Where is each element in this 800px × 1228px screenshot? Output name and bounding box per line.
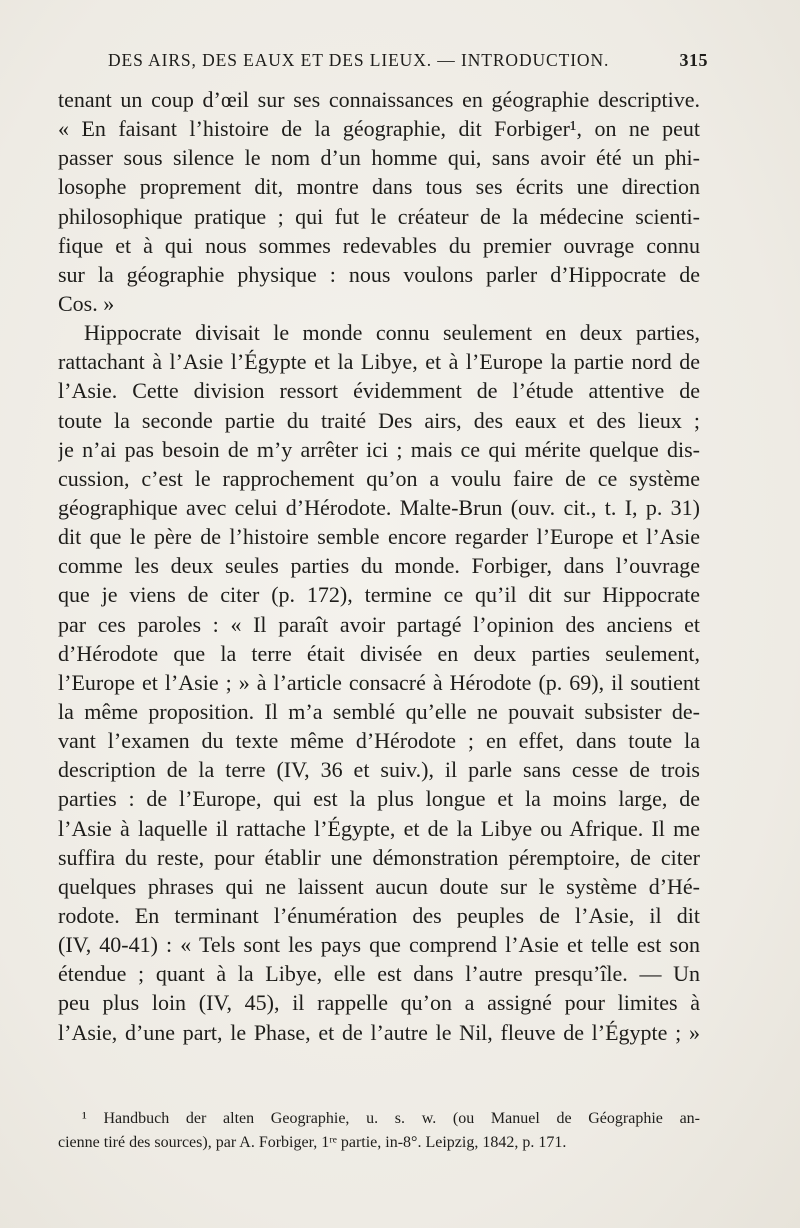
footnote bbox=[58, 1107, 700, 1155]
text-line: cussion, c’est le rapprochement qu’on a voulu faire de ce système bbox=[58, 465, 700, 491]
text-line: l’Asie à laquelle il rattache l’Égypte, et de la Libye ou Afrique. Il me bbox=[58, 815, 700, 841]
body-text bbox=[58, 85, 700, 1047]
text-line: que je viens de citer (p. 172), termine ce qu’il dit sur Hippocrate bbox=[58, 582, 700, 608]
text-line: quelques phrases qui ne laissent aucun doute sur le système d’Hé- bbox=[58, 873, 700, 899]
text-line: géographique avec celui d’Hérodote. Malte-Brun (ouv. cit., t. I, p. 31) bbox=[58, 494, 700, 520]
running-head bbox=[108, 50, 708, 78]
running-title: DES AIRS, DES EAUX ET DES LIEUX. — INTRODUCTION. bbox=[108, 50, 610, 70]
text-line: je n’ai pas besoin de m’y arrêter ici ; mais ce qui mérite quelque dis- bbox=[58, 436, 700, 462]
page-number: 315 bbox=[679, 50, 708, 70]
text-line: (IV, 40-41) : « Tels sont les pays que comprend l’Asie et telle est son bbox=[58, 932, 700, 958]
text-line: philosophique pratique ; qui fut le créateur de la médecine scienti- bbox=[58, 203, 700, 229]
text-line: comme les deux seules parties du monde. Forbiger, dans l’ouvrage bbox=[58, 553, 700, 579]
text-line: tenant un coup d’œil sur ses connaissances en géographie descriptive. bbox=[58, 87, 700, 112]
text-line: toute la seconde partie du traité Des airs, des eaux et des lieux ; bbox=[58, 407, 700, 433]
text-line: losophe proprement dit, montre dans tous ses écrits une direction bbox=[58, 174, 700, 200]
text-line: fique et à qui nous sommes redevables du premier ouvrage connu bbox=[58, 232, 700, 258]
text-line: « En faisant l’histoire de la géographie, dit Forbiger¹, on ne peut bbox=[58, 116, 700, 142]
text-line: la même proposition. Il m’a semblé qu’elle ne pouvait subsister de- bbox=[58, 698, 700, 724]
text-line: peu plus loin (IV, 45), il rappelle qu’on a assigné pour limites à bbox=[58, 990, 700, 1016]
text-line: passer sous silence le nom d’un homme qui, sans avoir été un phi- bbox=[58, 145, 700, 171]
text-line: Cos. » bbox=[58, 290, 115, 316]
text-line: parties : de l’Europe, qui est la plus longue et la moins large, de bbox=[58, 786, 700, 812]
footnote-line: ¹ Handbuch der alten Geographie, u. s. w. (ou Manuel de Géographie an- bbox=[82, 1110, 700, 1127]
text-line: étendue ; quant à la Libye, elle est dans l’autre presqu’île. — Un bbox=[58, 961, 700, 987]
text-line: sur la géographie physique : nous voulons parler d’Hippocrate de bbox=[58, 261, 700, 287]
footnote-line: cienne tiré des sources), par A. Forbiger, 1ʳᵉ partie, in-8°. Leipzig, 1842, p. 171. bbox=[58, 1134, 567, 1151]
text-line: Hippocrate divisait le monde connu seulement en deux parties, bbox=[84, 320, 700, 346]
text-line: l’Asie. Cette division ressort évidemment de l’étude attentive de bbox=[58, 378, 700, 404]
text-line: l’Europe et l’Asie ; » à l’article consacré à Hérodote (p. 69), il soutient bbox=[58, 669, 700, 695]
text-line: description de la terre (IV, 36 et suiv.), il parle sans cesse de trois bbox=[58, 757, 700, 783]
text-line: d’Hérodote que la terre était divisée en deux parties seulement, bbox=[58, 640, 700, 666]
text-line: dit que le père de l’histoire semble encore regarder l’Europe et l’Asie bbox=[58, 524, 700, 550]
text-line: vant l’examen du texte même d’Hérodote ; en effet, dans toute la bbox=[58, 728, 700, 754]
text-line: rodote. En terminant l’énumération des peuples de l’Asie, il dit bbox=[58, 902, 700, 928]
text-line: par ces paroles : « Il paraît avoir partagé l’opinion des anciens et bbox=[58, 611, 700, 637]
text-line: rattachant à l’Asie l’Égypte et la Libye, et à l’Europe la partie nord de bbox=[58, 349, 700, 375]
text-line: suffira du reste, pour établir une démonstration péremptoire, de citer bbox=[58, 844, 700, 870]
text-line: l’Asie, d’une part, le Phase, et de l’autre le Nil, fleuve de l’Égypte ; » bbox=[58, 1019, 700, 1045]
